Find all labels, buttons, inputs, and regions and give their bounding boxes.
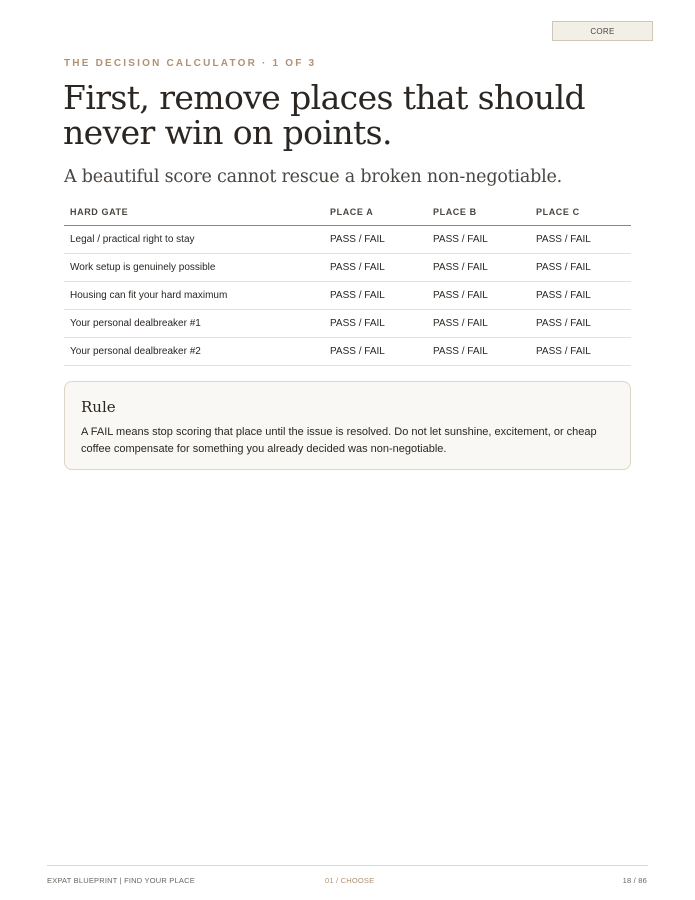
footer-page-number: 18 / 86 [622,876,647,885]
place-a-cell: PASS / FAIL [324,254,427,282]
column-header-place-a: PLACE A [324,199,427,226]
footer-chapter: 01 / CHOOSE [325,876,375,885]
gate-name-cell: Legal / practical right to stay [64,226,324,254]
rule-callout [64,381,631,470]
place-c-cell: PASS / FAIL [530,310,631,338]
place-c-cell: PASS / FAIL [530,254,631,282]
gate-name-cell: Your personal dealbreaker #1 [64,310,324,338]
place-b-cell: PASS / FAIL [427,254,530,282]
place-a-cell: PASS / FAIL [324,338,427,366]
rule-text: A FAIL means stop scoring that place until the issue is resolved. Do not let sunshine, excitement, or cheap coffee compensate for something you already decided was non-negotiable. [81,426,597,455]
table-row [64,254,631,282]
footer-book-title: EXPAT BLUEPRINT | FIND YOUR PLACE [47,876,195,885]
footer-divider [47,865,648,866]
place-c-cell: PASS / FAIL [530,226,631,254]
table-header-row [64,199,631,226]
column-header-place-b: PLACE B [427,199,530,226]
place-b-cell: PASS / FAIL [427,338,530,366]
table-row [64,226,631,254]
place-c-cell: PASS / FAIL [530,282,631,310]
table-row [64,282,631,310]
table-row [64,338,631,366]
place-b-cell: PASS / FAIL [427,282,530,310]
hard-gate-table [64,199,631,366]
place-b-cell: PASS / FAIL [427,310,530,338]
page-title: First, remove places that should never win on points. [63,78,586,152]
place-a-cell: PASS / FAIL [324,226,427,254]
gate-name-cell: Your personal dealbreaker #2 [64,338,324,366]
table-row [64,310,631,338]
gate-name-cell: Housing can fit your hard maximum [64,282,324,310]
rule-title: Rule [81,398,116,416]
place-c-cell: PASS / FAIL [530,338,631,366]
column-header-hard-gate: HARD GATE [64,199,324,226]
place-b-cell: PASS / FAIL [427,226,530,254]
page-subtitle: A beautiful score cannot rescue a broken non-negotiable. [64,167,563,187]
place-a-cell: PASS / FAIL [324,282,427,310]
section-badge: CORE [552,21,653,41]
column-header-place-c: PLACE C [530,199,631,226]
gate-name-cell: Work setup is genuinely possible [64,254,324,282]
place-a-cell: PASS / FAIL [324,310,427,338]
section-kicker: THE DECISION CALCULATOR · 1 OF 3 [64,58,317,69]
